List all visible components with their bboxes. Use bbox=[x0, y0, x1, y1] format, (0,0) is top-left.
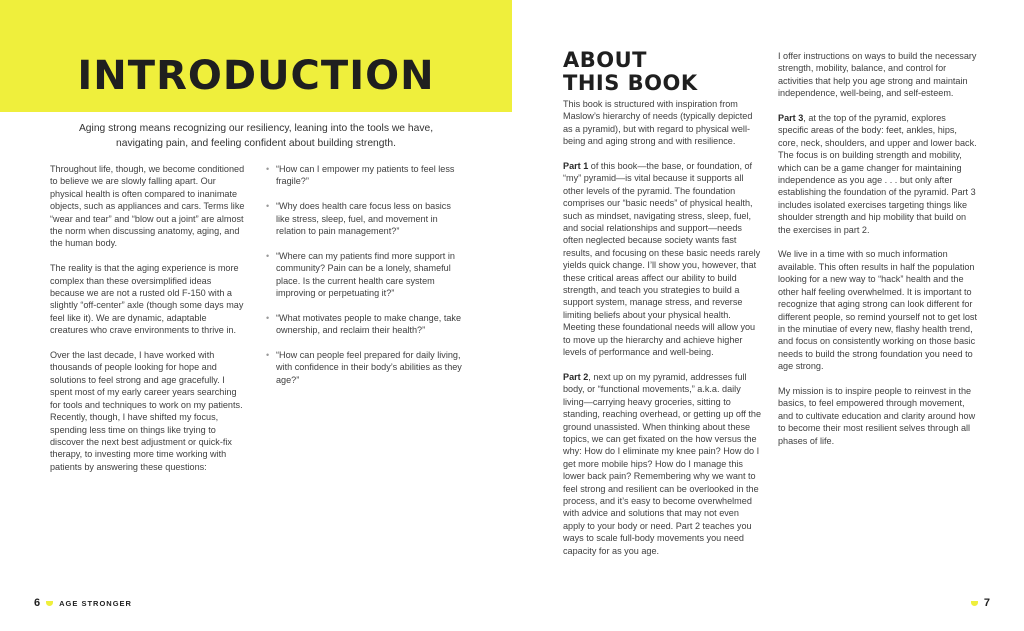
body-paragraph: The reality is that the aging experience is more complex than these oversimplified ideas because we are not a rusted old F-150 with a slightly “off-center” axle (though some days may feel like it). We are dynamic, adaptable creatures who crave environments to thrive in. bbox=[50, 263, 244, 336]
body-paragraph: Over the last decade, I have worked with thousands of people looking for hope and solutions to feel strong and age gracefully. I spent most of my early career years searching for tools and techniques to work on my patients. Recently, though, I have shifted my focus, spending less time on things like trying to discover the next best adjustment or quick-fix therapy, to investing more time working with patients by answering these questions: bbox=[50, 350, 243, 472]
right-page-footer bbox=[971, 597, 990, 609]
part-label: Part 2 bbox=[563, 371, 589, 382]
question-text: “What motivates people to make change, take ownership, and reclaim their health?” bbox=[276, 312, 462, 336]
part1-paragraph bbox=[563, 160, 763, 359]
page-number: 7 bbox=[983, 597, 990, 609]
part-text: of this book—the base, or foundation, of “my” pyramid—is vital because it supports all other levels of the pyramid. The foundation comprises our “basic needs” of physical health, such as mindset, navigating stress, sleep, fuel, and social relationships and support—needs often neglected because society wants fast results, and focusing on these basic needs rarely yields quick change. I’ll show you, however, that these critical areas affect our ability to build strength, and teach you strategies to build a support system, manage stress, and reverse limiting beliefs about your physical health. Meeting these foundational needs will allow you to move up the hierarchy and achieve higher levels of performance and well-being. bbox=[563, 161, 761, 358]
body-paragraph: We live in a time with so much information available. This often results in half the population looking for a new way to “hack” health and the other half feeling overwhelmed. It is important to recognize that aging strong can look different for different people, so remind yourself not to get lost in the minutiae of every new, flashy health trend, and focus on consistently working on those basic needs to build the strong foundation you need to age strong. bbox=[778, 249, 978, 372]
section-title-line: ABOUT bbox=[563, 48, 647, 72]
page-title: INTRODUCTION bbox=[77, 53, 435, 99]
bullet-icon: • bbox=[266, 250, 270, 261]
running-title: AGE STRONGER bbox=[59, 598, 132, 608]
question-item bbox=[268, 250, 464, 300]
question-item bbox=[268, 349, 464, 386]
body-paragraph: Throughout life, though, we become conditioned to believe we are slowly falling apart. Our physical health is often compared to inanimate objects, such as appliances and cars. Terms like “wear and tear” and “blow out a joint” are almost the norm when discussing anatomy, aging, and the human body. bbox=[50, 164, 245, 249]
part2-paragraph bbox=[563, 371, 763, 557]
yellow-marker-icon bbox=[46, 601, 53, 606]
question-item bbox=[268, 163, 464, 188]
bullet-icon: • bbox=[266, 164, 270, 174]
about-body-column bbox=[563, 98, 763, 569]
question-text: “How can I empower my patients to feel less fragile?” bbox=[276, 164, 455, 187]
part-label: Part 1 bbox=[563, 161, 589, 172]
lede-paragraph: Aging strong means recognizing our resiliency, leaning into the tools we have, navigating pain, and feeling confident about building strength. bbox=[78, 123, 434, 149]
question-text: “Why does health care focus less on basics like stress, sleep, fuel, and movement in relation to pain management?” bbox=[276, 201, 451, 237]
body-paragraph: This book is structured with inspiration from Maslow’s hierarchy of needs (typically depicted as a pyramid), but with regard to physical well-being and aging strong and with resilience. bbox=[563, 99, 753, 147]
left-page-footer bbox=[34, 597, 132, 609]
part3-paragraph bbox=[778, 112, 978, 236]
yellow-marker-icon bbox=[971, 601, 978, 606]
section-title bbox=[563, 49, 753, 95]
question-text: “Where can my patients find more support in community? Pain can be a lonely, shameful place. Is the current health care system improving or perpetuating it?” bbox=[276, 250, 455, 299]
part-label: Part 3 bbox=[778, 113, 804, 124]
right-body-column bbox=[778, 50, 978, 459]
questions-list bbox=[268, 163, 464, 399]
question-text: “How can people feel prepared for daily living, with confidence in their body’s abilities as they age?” bbox=[276, 350, 462, 385]
bullet-icon: • bbox=[266, 201, 270, 212]
question-item bbox=[268, 312, 464, 337]
bullet-icon: • bbox=[266, 312, 270, 323]
question-item bbox=[268, 200, 464, 237]
part-text: , at the top of the pyramid, explores specific areas of the body: feet, ankles, hips, core, neck, shoulders, and upper and lower back. The focus is on building strength and mobility, which can be a game changer for maintaining independence as you age . . . but only after establishing the foundation of the pyramid. Part 3 includes isolated exercises targeting things like shoulder strength and hip mobility that build on the exercises in part 2. bbox=[778, 113, 977, 235]
page-number: 6 bbox=[34, 597, 41, 609]
body-paragraph: I offer instructions on ways to build the necessary strength, mobility, balance, and control for activities that help you age strong and maintain independence, well-being, and self-esteem. bbox=[778, 51, 977, 99]
body-paragraph: My mission is to inspire people to reinvest in the basics, to feel empowered through movement, and to cultivate education and clarity around how to become their most resilient selves through all phases of life. bbox=[778, 385, 976, 446]
bullet-icon: • bbox=[266, 350, 270, 361]
left-body-column bbox=[50, 163, 246, 486]
section-title-line: THIS BOOK bbox=[563, 71, 698, 95]
part-text: , next up on my pyramid, addresses full body, or “functional movements,” a.k.a. daily living—carrying heavy groceries, sitting to standing, reaching overhead, or getting up off the ground unassisted. When thinking about these topics, we can get fixated on the how versus the why: How do I eliminate my knee pain? How do I get more mobile hips? How do I manage this lower back pain? Remembering why we want to feel strong and resilient can be overlooked in the process, and it’s easy to become overwhelmed with advice and solutions that may not even apply to your body or need. Part 2 teaches you ways to scale full-body movements you need capacity for as you age. bbox=[563, 371, 762, 556]
